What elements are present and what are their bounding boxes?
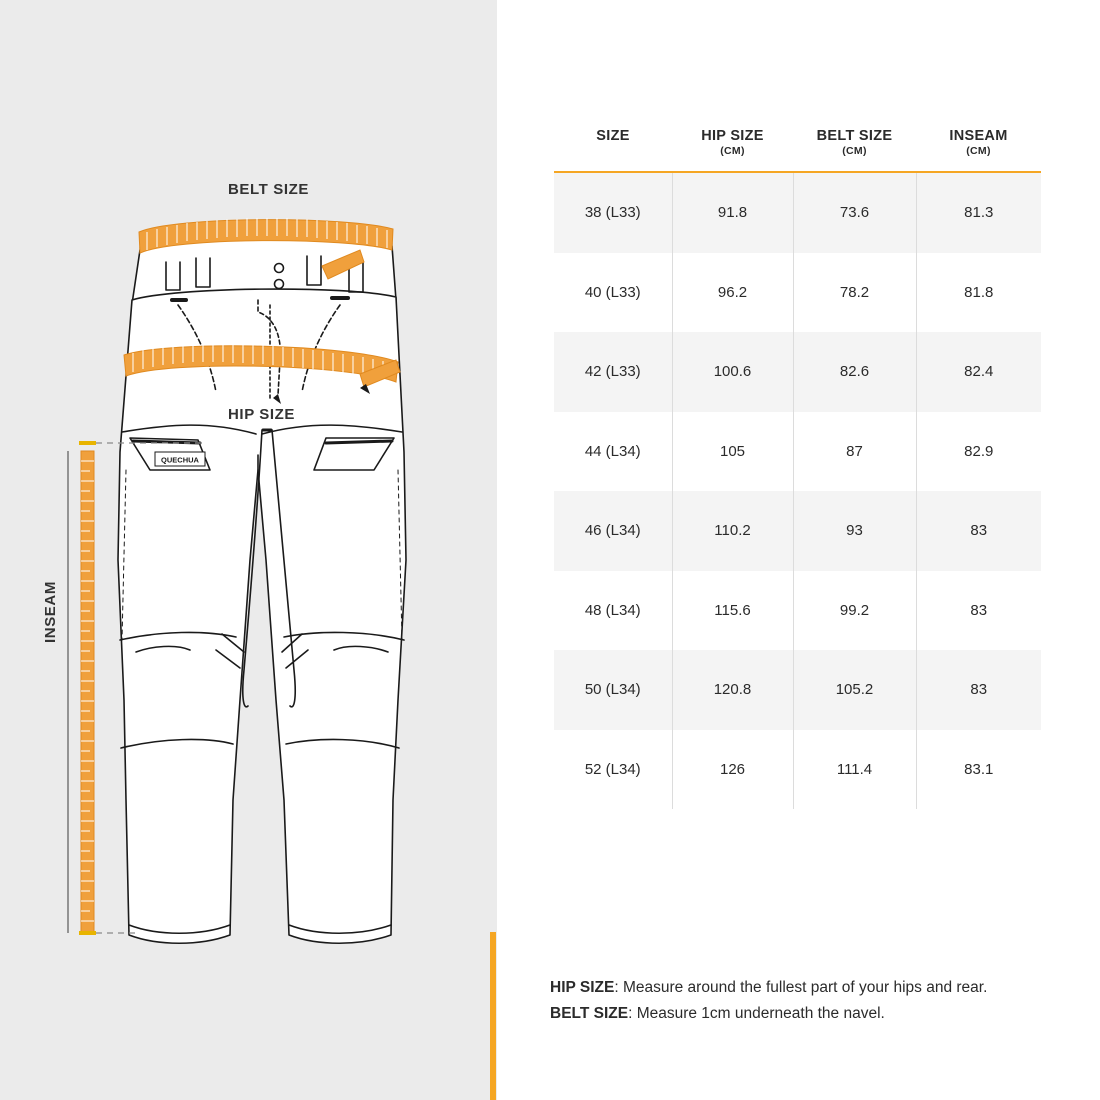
cell-size: 44 (L34): [584, 442, 641, 460]
cell-size: 40 (L33): [584, 283, 641, 301]
cell-size: 48 (L34): [584, 601, 641, 619]
cell-size: 46 (L34): [554, 491, 672, 571]
column-header-belt-unit: (CM): [842, 145, 867, 157]
cell-belt: 93: [793, 491, 916, 571]
cell-size: 50 (L34): [554, 650, 672, 730]
cell-inseam: 83: [916, 650, 1041, 730]
belt-size-label: BELT SIZE: [228, 181, 309, 198]
column-header-belt-title: BELT SIZE: [816, 128, 893, 144]
table-header-row: [554, 128, 1041, 172]
table-row: [554, 332, 1041, 412]
cell-hip: 115.6: [672, 571, 793, 651]
cell-inseam: 81.8: [916, 253, 1041, 333]
hip-note: [550, 975, 1080, 1001]
table-row: [554, 412, 1041, 492]
measurement-notes: [550, 975, 1080, 1027]
column-header-size-title: SIZE: [596, 128, 630, 144]
cell-belt: 99.2: [793, 571, 916, 651]
cell-inseam: 82.9: [916, 412, 1041, 492]
cell-inseam: 82.4: [916, 332, 1041, 412]
trousers-illustration: [0, 0, 497, 1100]
cell-size: 52 (L34): [584, 760, 641, 778]
column-header-hip: [672, 128, 793, 172]
cell-belt: 105.2: [793, 650, 916, 730]
belt-note: [550, 1001, 1080, 1027]
cell-hip: 91.8: [672, 172, 793, 253]
cell-size: 42 (L33): [554, 332, 672, 412]
column-header-inseam: [916, 128, 1041, 172]
cell-inseam: 81.3: [916, 172, 1041, 253]
cell-inseam: 83.1: [916, 730, 1041, 810]
column-header-inseam-title: INSEAM: [949, 128, 1008, 144]
table-row: [554, 172, 1041, 253]
table-row: [554, 730, 1041, 810]
table-row: [554, 650, 1041, 730]
svg-text:QUECHUA: QUECHUA: [161, 455, 199, 465]
brand-tag: [155, 452, 205, 466]
cell-belt: 78.2: [793, 253, 916, 333]
size-chart-table: [554, 128, 1041, 809]
cell-belt: 87: [793, 412, 916, 492]
column-header-inseam-unit: (CM): [966, 145, 991, 157]
cell-inseam: 83: [916, 491, 1041, 571]
accent-divider-bar: [490, 932, 496, 1100]
trousers-diagram-svg: [0, 0, 497, 1100]
cell-hip: 105: [672, 412, 793, 492]
inseam-label: INSEAM: [42, 581, 59, 643]
cell-belt: 82.6: [793, 332, 916, 412]
belt-note-text: : Measure 1cm underneath the navel.: [628, 1005, 885, 1022]
belt-note-label: BELT SIZE: [550, 1005, 629, 1022]
table-body: [554, 172, 1041, 809]
table-row: [554, 253, 1041, 333]
hip-size-label: HIP SIZE: [228, 406, 296, 423]
cell-belt: 73.6: [793, 172, 916, 253]
table-header: [554, 128, 1041, 172]
cell-inseam: 83: [916, 571, 1041, 651]
column-header-belt: [793, 128, 916, 172]
cell-hip: 100.6: [672, 332, 793, 412]
cell-hip: 120.8: [672, 650, 793, 730]
column-header-hip-unit: (CM): [720, 145, 745, 157]
hip-note-label: HIP SIZE: [550, 979, 615, 996]
table-row: [554, 571, 1041, 651]
cell-hip: 126: [672, 730, 793, 810]
column-header-hip-title: HIP SIZE: [701, 128, 764, 144]
hip-note-text: : Measure around the fullest part of your hips and rear.: [614, 979, 988, 996]
table-panel: [497, 0, 1100, 1100]
cell-size: 38 (L33): [554, 172, 672, 253]
illustration-panel: [0, 0, 497, 1100]
cell-belt: 111.4: [793, 730, 916, 810]
cell-hip: 110.2: [672, 491, 793, 571]
cell-hip: 96.2: [672, 253, 793, 333]
column-header-size: [554, 128, 672, 172]
table-row: [554, 491, 1041, 571]
